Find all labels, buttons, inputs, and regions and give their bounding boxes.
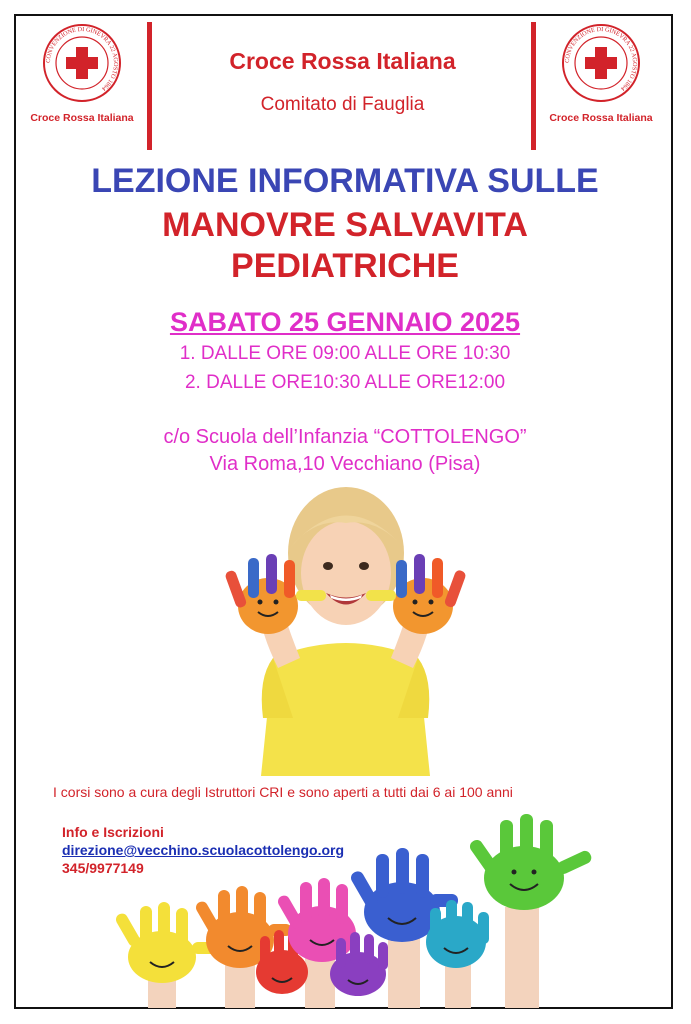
red-cross-emblem-icon [41, 22, 123, 104]
green-hand-icon [468, 814, 594, 910]
venue-address: Via Roma,10 Vecchiano (Pisa) [209, 453, 481, 475]
emblem-ring-text: CONVENZIONE DI GINEVRA 22 AGOSTO 1864 [44, 25, 120, 93]
emblem-ring-text: CONVENZIONE DI GINEVRA 22 AGOSTO 1864 [563, 25, 639, 93]
child-painted-hands-image [218, 478, 473, 776]
divider-right [531, 22, 536, 150]
contact-label: Info e Iscrizioni [62, 824, 164, 840]
title-line-2: MANOVRE SALVAVITA [162, 206, 528, 244]
venue-school: c/o Scuola dell’Infanzia “COTTOLENGO” [163, 426, 527, 448]
red-cross-logo-right [541, 22, 661, 124]
committee-name: Comitato di Fauglia [260, 94, 425, 115]
divider-left [147, 22, 152, 150]
title-line-1: LEZIONE INFORMATIVA SULLE [91, 162, 599, 200]
painted-hands-illustration [100, 812, 600, 1008]
red-cross-logo-left [22, 22, 142, 124]
time-slot-2: 2. DALLE ORE10:30 ALLE ORE12:00 [184, 372, 506, 393]
red-cross-emblem-icon [560, 22, 642, 104]
logo-caption: Croce Rossa Italiana [30, 112, 134, 124]
courses-note: I corsi sono a cura degli Istruttori CRI e sono aperti a tutti dai 6 ai 100 anni [53, 784, 513, 800]
purple-hand-icon [330, 932, 388, 996]
logo-caption: Croce Rossa Italiana [549, 112, 653, 124]
title-line-3: PEDIATRICHE [231, 247, 459, 285]
event-date: SABATO 25 GENNAIO 2025 [169, 307, 521, 337]
contact-email-link[interactable]: direzione@vecchino.scuolacottolengo.org [62, 842, 345, 858]
contact-phone: 345/9977149 [62, 860, 144, 876]
teal-hand-icon [426, 900, 489, 968]
organization-name: Croce Rossa Italiana [229, 48, 456, 74]
time-slot-1: 1. DALLE ORE 09:00 ALLE ORE 10:30 [179, 343, 511, 364]
